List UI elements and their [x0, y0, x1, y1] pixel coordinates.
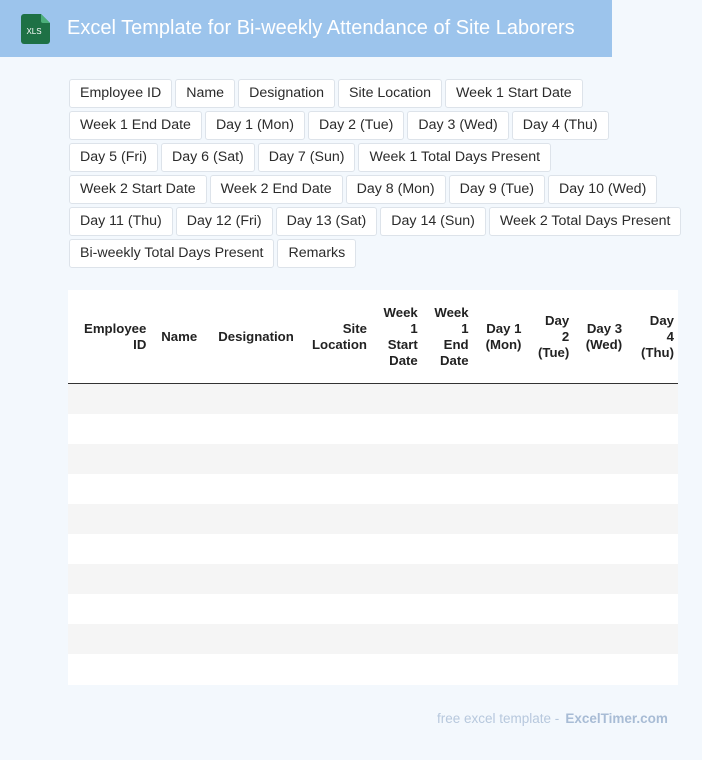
- field-chip: Day 8 (Mon): [346, 175, 446, 204]
- table-cell[interactable]: [573, 534, 626, 564]
- field-chip: Week 2 End Date: [210, 175, 343, 204]
- table-cell[interactable]: [68, 444, 150, 474]
- table-cell[interactable]: [573, 384, 626, 415]
- column-header-line: (Wed): [585, 336, 623, 352]
- table-cell[interactable]: [422, 534, 473, 564]
- table-cell[interactable]: [422, 444, 473, 474]
- table-cell[interactable]: [626, 414, 678, 444]
- table-cell[interactable]: [473, 474, 526, 504]
- table-cell[interactable]: [626, 444, 678, 474]
- table-cell[interactable]: [298, 504, 371, 534]
- table-cell[interactable]: [525, 534, 573, 564]
- table-cell[interactable]: [473, 654, 526, 684]
- table-row: [68, 564, 678, 594]
- table-cell[interactable]: [298, 624, 371, 654]
- table-cell[interactable]: [525, 654, 573, 684]
- footer-brand-link[interactable]: ExcelTimer.com: [565, 711, 668, 726]
- table-cell[interactable]: [371, 594, 422, 624]
- table-row: [68, 504, 678, 534]
- field-row: [69, 79, 695, 108]
- table-cell[interactable]: [422, 594, 473, 624]
- table-cell[interactable]: [150, 504, 201, 534]
- field-chip: Day 1 (Mon): [205, 111, 305, 140]
- table-cell[interactable]: [298, 564, 371, 594]
- column-header-line: Designation: [218, 328, 294, 344]
- table-cell[interactable]: [298, 444, 371, 474]
- table-cell[interactable]: [422, 654, 473, 684]
- table-cell[interactable]: [473, 384, 526, 415]
- column-header: [525, 290, 573, 384]
- table-cell[interactable]: [150, 594, 201, 624]
- table-cell[interactable]: [68, 534, 150, 564]
- table-cell[interactable]: [473, 594, 526, 624]
- table-row: [68, 624, 678, 654]
- table-cell[interactable]: [422, 384, 473, 415]
- table-cell[interactable]: [573, 504, 626, 534]
- column-header: [473, 290, 526, 384]
- field-chip: Day 10 (Wed): [548, 175, 657, 204]
- column-header-line: Location: [311, 336, 367, 352]
- field-chip: Day 14 (Sun): [380, 207, 486, 236]
- attendance-table: [68, 290, 678, 685]
- table-cell[interactable]: [626, 474, 678, 504]
- table-cell[interactable]: [473, 504, 526, 534]
- table-cell[interactable]: [525, 504, 573, 534]
- table-cell[interactable]: [473, 534, 526, 564]
- column-header: [201, 290, 298, 384]
- column-header-line: 1: [410, 320, 418, 336]
- table-cell[interactable]: [525, 594, 573, 624]
- table-cell[interactable]: [201, 504, 298, 534]
- table-cell[interactable]: [201, 474, 298, 504]
- table-row: [68, 654, 678, 684]
- table-cell[interactable]: [298, 384, 371, 415]
- field-row: [69, 239, 695, 268]
- table-cell[interactable]: [201, 384, 298, 415]
- field-chip: Week 2 Total Days Present: [489, 207, 682, 236]
- table-row: [68, 444, 678, 474]
- table-cell[interactable]: [68, 474, 150, 504]
- column-header-line: ID: [133, 336, 147, 352]
- field-row: [69, 143, 695, 172]
- table-cell[interactable]: [626, 624, 678, 654]
- column-header-line: Day 1: [486, 320, 522, 336]
- table-cell[interactable]: [626, 534, 678, 564]
- column-header-line: 2: [561, 328, 570, 344]
- table-cell[interactable]: [573, 594, 626, 624]
- field-chip: Remarks: [277, 239, 356, 268]
- table-cell[interactable]: [150, 414, 201, 444]
- table-cell[interactable]: [626, 564, 678, 594]
- field-chip: Day 9 (Tue): [449, 175, 545, 204]
- column-header-line: Day: [649, 312, 674, 328]
- table-cell[interactable]: [150, 384, 201, 415]
- table-cell[interactable]: [150, 474, 201, 504]
- table-cell[interactable]: [201, 654, 298, 684]
- column-header-line: Date: [440, 352, 469, 368]
- table-cell[interactable]: [626, 504, 678, 534]
- table-cell[interactable]: [201, 534, 298, 564]
- table-cell[interactable]: [525, 384, 573, 415]
- column-header: [68, 290, 150, 384]
- column-header-line: (Mon): [485, 336, 522, 352]
- table-cell[interactable]: [573, 474, 626, 504]
- table-cell[interactable]: [68, 384, 150, 415]
- column-header: [626, 290, 678, 384]
- table-cell[interactable]: [626, 384, 678, 415]
- table-cell[interactable]: [150, 654, 201, 684]
- table-cell[interactable]: [473, 564, 526, 594]
- field-chip: Employee ID: [69, 79, 172, 108]
- column-header-line: Site: [342, 320, 367, 336]
- field-chip: Week 1 Total Days Present: [358, 143, 551, 172]
- table-cell[interactable]: [422, 564, 473, 594]
- column-header-line: Day 3: [586, 320, 623, 336]
- field-chip: Day 11 (Thu): [69, 207, 173, 236]
- xls-icon-label: XLS: [26, 27, 42, 36]
- table-cell[interactable]: [626, 654, 678, 684]
- table-cell[interactable]: [298, 474, 371, 504]
- table-row: [68, 414, 678, 444]
- table-cell[interactable]: [298, 534, 371, 564]
- table-header-row: [68, 290, 678, 384]
- footer: [437, 711, 668, 726]
- table-cell[interactable]: [371, 444, 422, 474]
- field-chip: Day 4 (Thu): [512, 111, 609, 140]
- table-row: [68, 384, 678, 415]
- table-cell[interactable]: [422, 414, 473, 444]
- field-chip: Day 2 (Tue): [308, 111, 404, 140]
- table-body: [68, 384, 678, 685]
- table-cell[interactable]: [371, 534, 422, 564]
- header-banner: [0, 0, 612, 57]
- field-chip: Week 1 End Date: [69, 111, 202, 140]
- page-title: Excel Template for Bi-weekly Attendance of Site Laborers: [67, 17, 575, 39]
- field-chip: Week 1 Start Date: [445, 79, 583, 108]
- table-row: [68, 594, 678, 624]
- table-cell[interactable]: [201, 444, 298, 474]
- field-chip: Week 2 Start Date: [69, 175, 207, 204]
- column-header-line: Employee: [84, 320, 147, 336]
- column-header-line: Name: [161, 328, 198, 344]
- column-header-line: 1: [461, 320, 469, 336]
- field-chip: Bi-weekly Total Days Present: [69, 239, 274, 268]
- table-cell[interactable]: [371, 564, 422, 594]
- table-cell[interactable]: [573, 444, 626, 474]
- table-row: [68, 534, 678, 564]
- table-cell[interactable]: [371, 654, 422, 684]
- table-cell[interactable]: [371, 504, 422, 534]
- table-cell[interactable]: [201, 414, 298, 444]
- table-cell[interactable]: [150, 564, 201, 594]
- field-chip: Day 12 (Fri): [176, 207, 273, 236]
- table-cell[interactable]: [298, 654, 371, 684]
- table-cell[interactable]: [371, 474, 422, 504]
- xls-file-icon: [21, 14, 50, 44]
- field-chip: Name: [175, 79, 235, 108]
- table-cell[interactable]: [573, 624, 626, 654]
- field-chip: Day 7 (Sun): [258, 143, 356, 172]
- table-cell[interactable]: [422, 624, 473, 654]
- column-header: [298, 290, 371, 384]
- column-header-line: (Thu): [641, 344, 674, 360]
- field-chip: Designation: [238, 79, 335, 108]
- table-cell[interactable]: [525, 624, 573, 654]
- column-header-line: End: [443, 336, 469, 352]
- table-cell[interactable]: [422, 504, 473, 534]
- column-header-line: Start: [387, 336, 418, 352]
- table-cell[interactable]: [573, 414, 626, 444]
- table-cell[interactable]: [371, 414, 422, 444]
- table-cell[interactable]: [525, 444, 573, 474]
- column-header-line: 4: [666, 328, 674, 344]
- column-header-line: (Tue): [537, 344, 570, 360]
- footer-text: free excel template -: [437, 711, 560, 726]
- table-row: [68, 474, 678, 504]
- table-cell[interactable]: [573, 564, 626, 594]
- field-row: [69, 207, 695, 236]
- field-chip: Day 3 (Wed): [407, 111, 508, 140]
- table-cell[interactable]: [201, 594, 298, 624]
- column-header-line: Week: [383, 304, 418, 320]
- table-cell[interactable]: [68, 564, 150, 594]
- column-header: [150, 290, 201, 384]
- table-cell[interactable]: [150, 534, 201, 564]
- field-row: [69, 111, 695, 140]
- table-cell[interactable]: [525, 474, 573, 504]
- field-chip: Site Location: [338, 79, 442, 108]
- table-cell[interactable]: [150, 444, 201, 474]
- column-header-line: Week: [434, 304, 469, 320]
- table-cell[interactable]: [201, 564, 298, 594]
- field-chip: Day 13 (Sat): [276, 207, 378, 236]
- table-cell[interactable]: [525, 414, 573, 444]
- table-cell[interactable]: [525, 564, 573, 594]
- table-cell[interactable]: [150, 624, 201, 654]
- column-header: [573, 290, 626, 384]
- table-cell[interactable]: [68, 624, 150, 654]
- column-header-line: Day: [545, 312, 570, 328]
- column-header: [422, 290, 473, 384]
- field-chip: Day 5 (Fri): [69, 143, 158, 172]
- table-cell[interactable]: [473, 414, 526, 444]
- table-cell[interactable]: [298, 414, 371, 444]
- column-header: [371, 290, 422, 384]
- field-list: [69, 79, 695, 271]
- table-cell[interactable]: [573, 654, 626, 684]
- table-cell[interactable]: [422, 474, 473, 504]
- table-cell[interactable]: [68, 414, 150, 444]
- table-cell[interactable]: [68, 594, 150, 624]
- table-cell[interactable]: [626, 594, 678, 624]
- table-cell[interactable]: [68, 504, 150, 534]
- table-cell[interactable]: [68, 654, 150, 684]
- table-cell[interactable]: [371, 384, 422, 415]
- table-cell[interactable]: [473, 624, 526, 654]
- table-cell[interactable]: [298, 594, 371, 624]
- table-cell[interactable]: [473, 444, 526, 474]
- field-row: [69, 175, 695, 204]
- field-chip: Day 6 (Sat): [161, 143, 255, 172]
- table-cell[interactable]: [371, 624, 422, 654]
- table-cell[interactable]: [201, 624, 298, 654]
- column-header-line: Date: [389, 352, 418, 368]
